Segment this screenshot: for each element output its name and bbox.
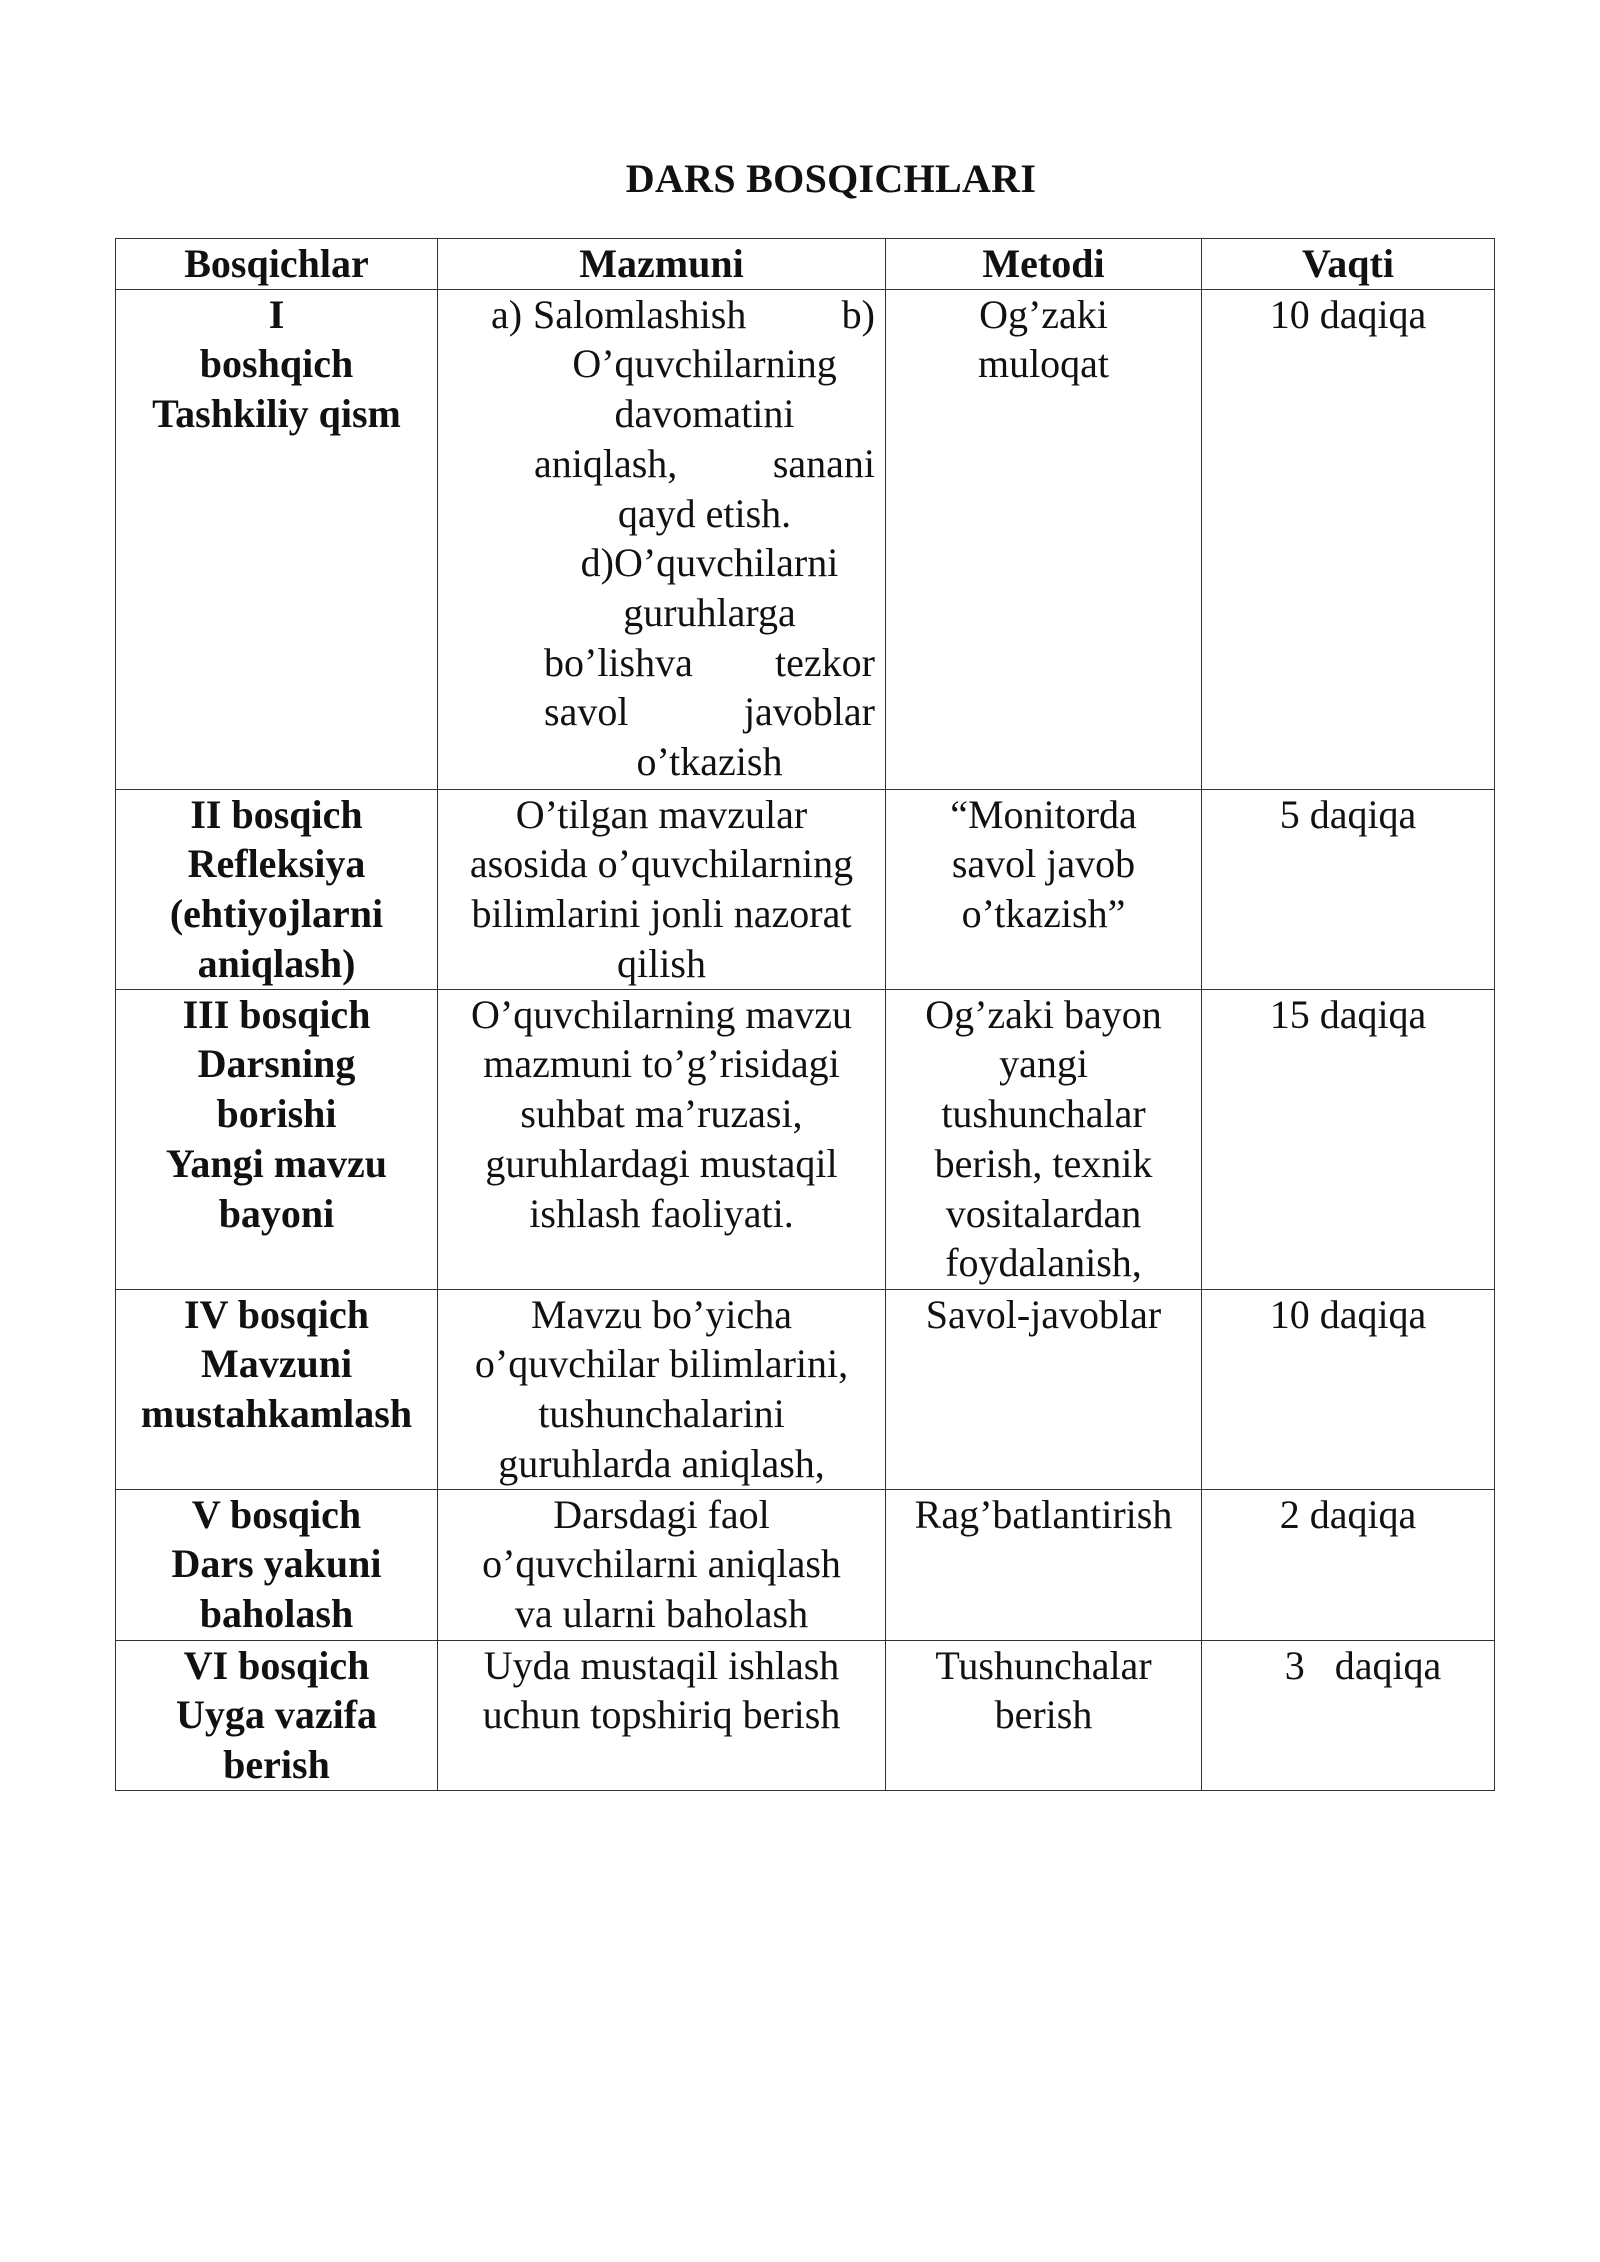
time-value: 10 daqiqa — [1269, 1291, 1427, 1337]
content-line: qilish — [617, 940, 706, 986]
method-line: Og’zaki bayon — [925, 991, 1162, 1037]
stage-line: Yangi mavzu — [165, 1140, 388, 1186]
method-line: o’tkazish” — [961, 891, 1126, 937]
content-line: va ularni baholash — [514, 1591, 809, 1637]
content-line: d)O’quvchilarni — [580, 540, 839, 586]
method-line: berish — [994, 1692, 1093, 1738]
content-line: O’tilgan mavzular — [515, 791, 808, 837]
time-cell — [1202, 1640, 1495, 1790]
method-line: muloqat — [977, 341, 1110, 387]
content-line: guruhlarga — [623, 589, 796, 635]
method-cell — [886, 789, 1202, 989]
content-word: sanani — [772, 440, 875, 486]
page-title: DARS BOSQICHLARI — [625, 156, 1037, 201]
method-cell — [886, 989, 1202, 1289]
content-word: bo’lishva — [544, 639, 693, 685]
table-row — [116, 1640, 1495, 1790]
time-cell — [1202, 289, 1495, 789]
content-cell — [438, 289, 886, 789]
method-line: berish, texnik — [934, 1140, 1153, 1186]
content-word: tezkor — [775, 639, 875, 685]
stage-line: III bosqich — [182, 991, 371, 1037]
method-line: tushunchalar — [941, 1091, 1146, 1137]
stage-line: Tashkiliy qism — [152, 391, 401, 437]
content-line: Darsdagi faol — [553, 1491, 770, 1537]
table-header-row — [116, 239, 1495, 290]
stage-cell — [116, 989, 438, 1289]
method-line: Tushunchalar — [935, 1642, 1152, 1688]
content-word: aniqlash, — [534, 440, 678, 486]
stage-line: boshqich — [199, 341, 354, 387]
stage-line: Dars yakuni — [171, 1541, 382, 1587]
header-method: Metodi — [886, 239, 1202, 290]
header-content: Mazmuni — [438, 239, 886, 290]
method-cell — [886, 289, 1202, 789]
table-row — [116, 289, 1495, 789]
stage-line: (ehtiyojlarni — [169, 891, 384, 937]
stage-line: Refleksiya — [187, 841, 366, 887]
content-line: guruhlarda aniqlash, — [498, 1440, 825, 1486]
time-value: 5 daqiqa — [1279, 791, 1417, 837]
table-row — [116, 789, 1495, 989]
time-value: 3 daqiqa — [1284, 1642, 1442, 1688]
content-word: savol — [544, 689, 629, 735]
content-line: ishlash faoliyati. — [529, 1190, 794, 1236]
content-line: davomatini — [614, 391, 795, 437]
item-a-text: Salomlashish — [533, 291, 747, 337]
content-line — [448, 638, 875, 688]
stage-cell — [116, 1289, 438, 1489]
time-cell — [1202, 1489, 1495, 1640]
content-word: javoblar — [743, 689, 875, 735]
stage-line: bayoni — [218, 1190, 335, 1236]
stage-line: I — [268, 291, 285, 337]
content-cell — [438, 1489, 886, 1640]
stage-cell — [116, 789, 438, 989]
method-cell — [886, 1289, 1202, 1489]
content-cell — [438, 1640, 886, 1790]
content-line: O’quvchilarning — [572, 341, 837, 387]
content-line: asosida o’quvchilarning — [469, 841, 854, 887]
time-cell — [1202, 989, 1495, 1289]
method-cell — [886, 1640, 1202, 1790]
header-stages: Bosqichlar — [116, 239, 438, 290]
stage-cell — [116, 1489, 438, 1640]
table-row — [116, 1289, 1495, 1489]
item-a-marker: a) — [491, 291, 523, 337]
content-line: suhbat ma’ruzasi, — [520, 1091, 803, 1137]
content-line: mazmuni to’g’risidagi — [483, 1041, 840, 1087]
content-line: Uyda mustaqil ishlash — [483, 1642, 840, 1688]
time-cell — [1202, 789, 1495, 989]
method-line: Rag’batlantirish — [914, 1491, 1173, 1537]
time-cell — [1202, 1289, 1495, 1489]
stage-line: mustahkamlash — [140, 1391, 413, 1437]
stage-line: borishi — [216, 1091, 337, 1137]
header-time: Vaqti — [1202, 239, 1495, 290]
content-line — [448, 687, 875, 737]
stage-line: II bosqich — [190, 791, 363, 837]
content-line: bilimlarini jonli nazorat — [471, 891, 852, 937]
stage-line: Uyga vazifa — [175, 1692, 378, 1738]
content-cell — [438, 989, 886, 1289]
content-line — [448, 439, 875, 489]
stage-line: aniqlash) — [197, 940, 356, 986]
method-line: vositalardan — [945, 1190, 1142, 1236]
content-line: o’quvchilarni aniqlash — [482, 1541, 841, 1587]
content-line — [448, 290, 875, 340]
lesson-stages-table — [115, 238, 1495, 1791]
table-row — [116, 1489, 1495, 1640]
method-line: foydalanish, — [945, 1240, 1142, 1286]
content-line: qayd etish. — [617, 490, 792, 536]
content-cell — [438, 789, 886, 989]
content-line: o’quvchilar bilimlarini, — [474, 1341, 849, 1387]
method-cell — [886, 1489, 1202, 1640]
item-b-marker: b) — [841, 291, 875, 337]
stage-line: VI bosqich — [183, 1642, 370, 1688]
method-line: savol javob — [951, 841, 1136, 887]
stage-line: V bosqich — [191, 1491, 362, 1537]
stage-line: Darsning — [197, 1041, 356, 1087]
table-row — [116, 989, 1495, 1289]
stage-line: Mavzuni — [200, 1341, 353, 1387]
content-line: o’tkazish — [636, 739, 783, 785]
method-line: Og’zaki — [979, 291, 1108, 337]
time-value: 15 daqiqa — [1269, 991, 1427, 1037]
content-line: uchun topshiriq berish — [482, 1692, 841, 1738]
time-value: 10 daqiqa — [1269, 291, 1427, 337]
method-line: Savol-javoblar — [925, 1291, 1162, 1337]
method-line: yangi — [999, 1041, 1088, 1087]
stage-cell — [116, 289, 438, 789]
content-line: O’quvchilarning mavzu — [471, 991, 852, 1037]
content-cell — [438, 1289, 886, 1489]
stage-line: IV bosqich — [184, 1291, 369, 1337]
stage-cell — [116, 1640, 438, 1790]
content-line: Mavzu bo’yicha — [530, 1291, 792, 1337]
stage-line: baholash — [199, 1591, 354, 1637]
content-line: guruhlardagi mustaqil — [485, 1140, 838, 1186]
time-value: 2 daqiqa — [1279, 1491, 1417, 1537]
method-line: “Monitorda — [950, 791, 1137, 837]
content-line: tushunchalarini — [538, 1391, 785, 1437]
stage-line: berish — [223, 1742, 330, 1788]
